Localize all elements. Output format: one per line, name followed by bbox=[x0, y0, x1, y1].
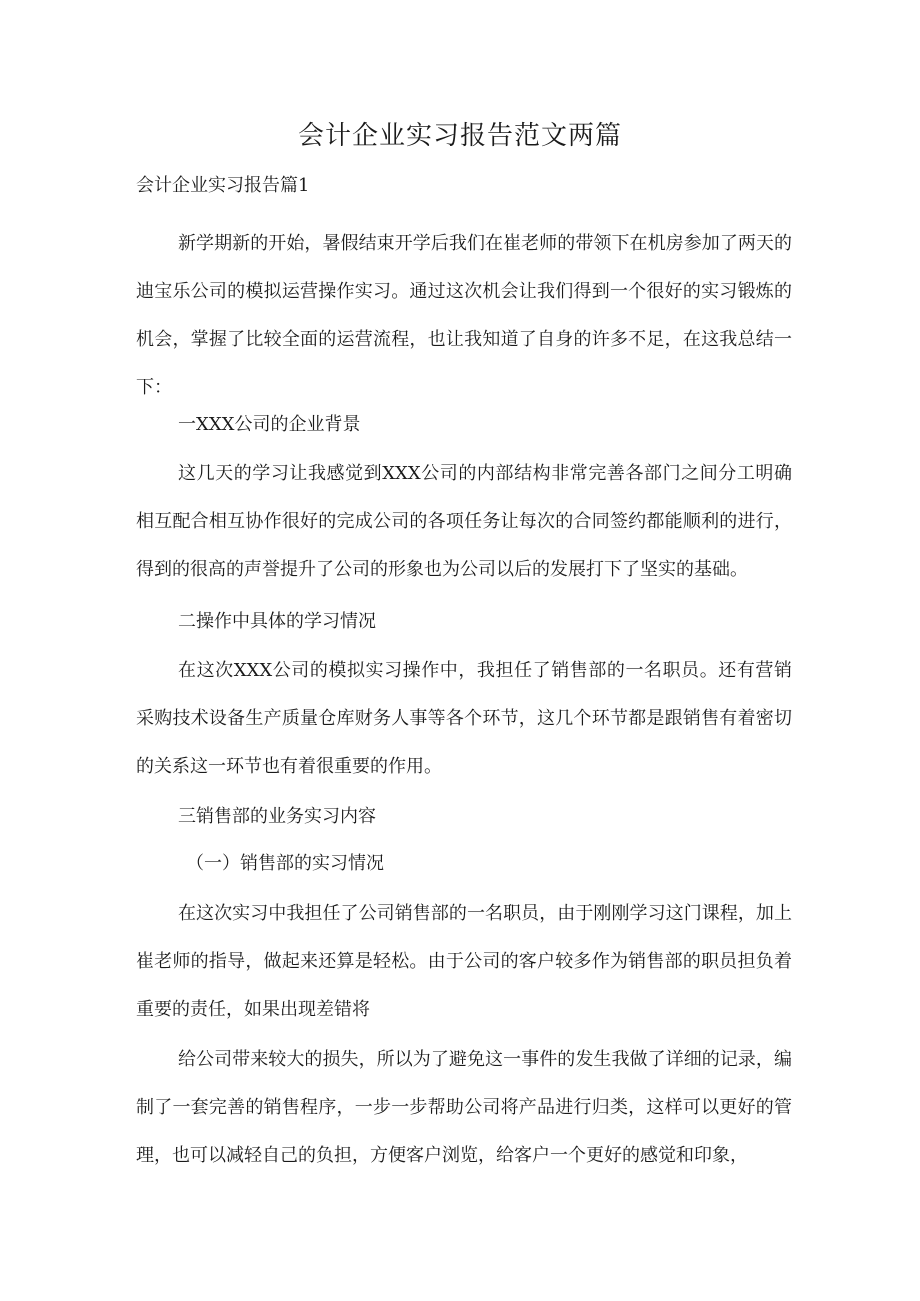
document-title: 会计企业实习报告范文两篇 bbox=[297, 121, 622, 151]
subsection-heading-1: （一）销售部的实习情况 bbox=[186, 853, 384, 874]
section-heading-3: 三销售部的业务实习内容 bbox=[178, 806, 376, 827]
paragraph-sales-internship: 在这次实习中我担任了公司销售部的一名职员，由于刚刚学习这门课程，加上崔老师的指导，做起来还算是轻松。由于公司的客户较多作为销售部的职员担负着重要的责任，如果出现差错将 bbox=[136, 903, 792, 1020]
paragraph-learning-situation: 在这次XXX公司的模拟实习操作中，我担任了销售部的一名职员。还有营销采购技术设备生产质量仓库财务人事等各个环节，这几个环节都是跟销售有着密切的关系这一环节也有着很重要的作用。 bbox=[136, 660, 792, 777]
document-subtitle: 会计企业实习报告篇1 bbox=[136, 175, 310, 196]
paragraph-company-background: 这几天的学习让我感觉到XXX公司的内部结构非常完善各部门之间分工明确相互配合相互协作很好的完成公司的各项任务让每次的合同签约都能顺利的进行，得到的很高的声誉提升了公司的形象也为公司以后的发展打下了坚实的基础。 bbox=[136, 463, 792, 580]
paragraph-intro: 新学期新的开始，暑假结束开学后我们在崔老师的带领下在机房参加了两天的迪宝乐公司的模拟运营操作实习。通过这次机会让我们得到一个很好的实习锻炼的机会，掌握了比较全面的运营流程，也让我知道了自身的许多不足，在这我总结一下： bbox=[136, 233, 792, 398]
section-heading-2: 二操作中具体的学习情况 bbox=[178, 611, 376, 632]
paragraph-sales-procedure: 给公司带来较大的损失，所以为了避免这一事件的发生我做了详细的记录，编制了一套完善的销售程序，一步一步帮助公司将产品进行归类，这样可以更好的管理，也可以减轻自己的负担，方便客户浏览，给客户一个更好的感觉和印象， bbox=[136, 1049, 792, 1166]
section-heading-1: 一XXX公司的企业背景 bbox=[178, 414, 361, 435]
